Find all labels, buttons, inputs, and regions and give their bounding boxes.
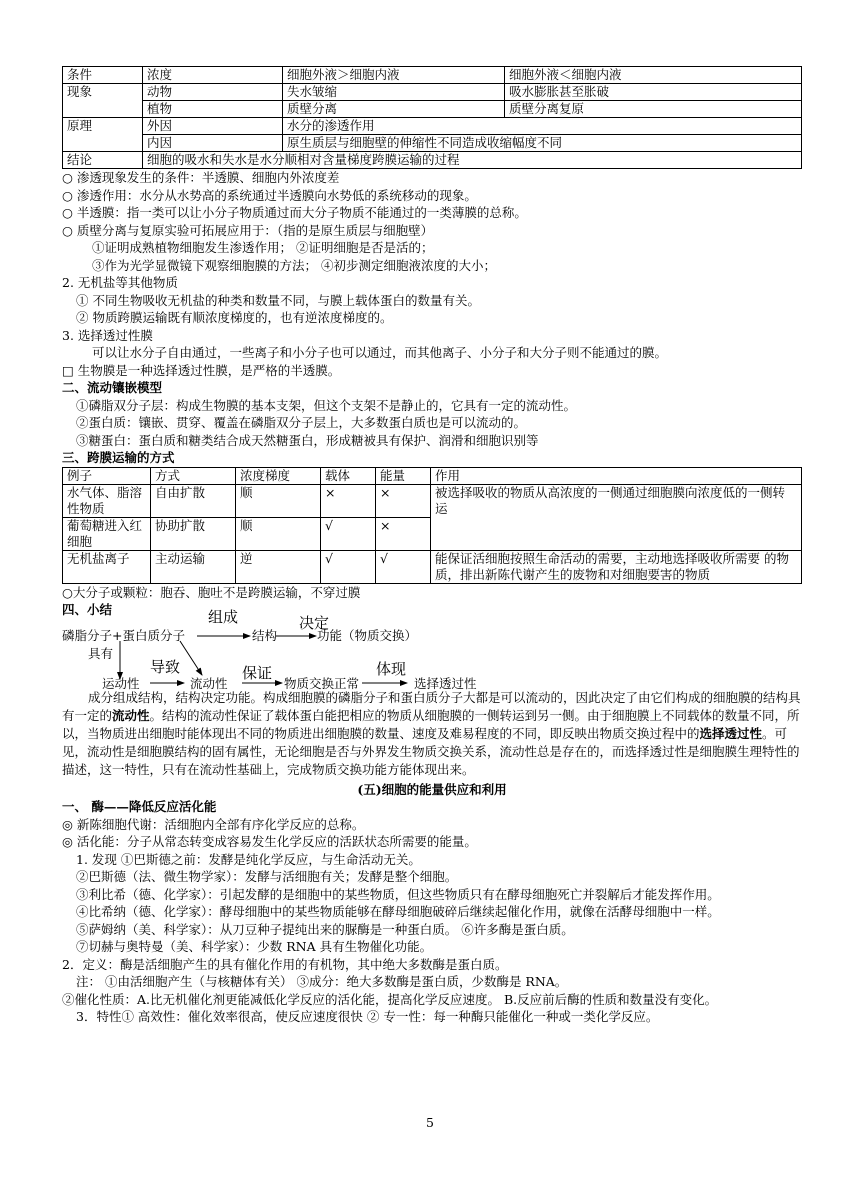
text-line: ①磷脂双分子层：构成生物膜的基本支架，但这个支架不是静止的，它具有一定的流动性。 (76, 397, 577, 413)
column-header: 载体 (321, 467, 376, 484)
table-cell: 动物 (143, 84, 283, 101)
column-header: 方式 (151, 467, 236, 484)
diagram-label: 体现 (376, 659, 407, 678)
table-cell: 细胞外液＜细胞内液 (505, 67, 802, 84)
table-row (63, 550, 802, 583)
summary-text: 成分组成结构，结构决定功能。构成细胞膜的磷脂分子和蛋白质分子大都是可以流动的，因此决定了由它们构成的细胞膜的结构具有一定的 (62, 689, 801, 723)
diagram-node: 选择透过性 (414, 675, 477, 691)
document-page (62, 66, 802, 1026)
table-cell: × (376, 484, 431, 517)
text-line: ○ 质壁分离与复原实验可拓展应用于：（指的是原生质层与细胞壁） (62, 222, 434, 238)
diagram-node: 流动性 (190, 675, 228, 691)
text-line: □ 生物膜是一种选择透过性膜，是严格的半透膜。 (62, 362, 341, 378)
text-line: 2．定义：酶是活细胞产生的具有催化作用的有机物，其中绝大多数酶是蛋白质。 (62, 956, 508, 972)
section-heading: 三、跨膜运输的方式 (62, 450, 175, 465)
table-cell: 协助扩散 (151, 517, 236, 550)
text-line: ②催化性质：A.比无机催化剂更能减低化学反应的活化能，提高化学反应速度。 B.反应前后酶的性质和数量没有变化。 (62, 991, 718, 1007)
text-line: 3．特性① 高效性：催化效率很高，使反应速度很快 ② 专一性：每一种酶只能催化一种或一类化学反应。 (76, 1009, 659, 1024)
text-line: ②蛋白质：镶嵌、贯穿、覆盖在磷脂双分子层上，大多数蛋白质也是可以流动的。 (76, 415, 527, 430)
table-cell: 条件 (63, 67, 143, 84)
text-line: ◎ 新陈细胞代谢：活细胞内全部有序化学反应的总称。 (62, 816, 365, 832)
text-line: ③糖蛋白：蛋白质和糖类结合成天然糖蛋白，形成糖被具有保护、润滑和细胞识别等 (76, 432, 539, 448)
table-cell: √ (321, 517, 376, 550)
table-row (63, 67, 802, 84)
diagram-node: 结构 (252, 627, 278, 643)
table-cell: 现象 (63, 84, 143, 118)
table-cell: 被选择吸收的物质从高浓度的一侧通过细胞膜向浓度低的一侧转运 (431, 484, 802, 550)
diagram-node: 物质交换正常 (284, 675, 360, 691)
table-cell: 质壁分离复原 (505, 101, 802, 118)
text-line: ③作为光学显微镜下观察细胞膜的方法； ④初步测定细胞液浓度的大小； (92, 257, 496, 273)
table-cell: 吸水膨胀甚至胀破 (505, 84, 802, 101)
table-cell: 水气体、脂溶性物质 (63, 484, 151, 517)
text-line: ◎ 活化能：分子从常态转变成容易发生化学反应的活跃状态所需要的能量。 (62, 834, 477, 849)
table-cell: 顺 (236, 484, 321, 517)
summary-text: 。可见，流动性是细胞膜结构的固有属性，无论细胞是否与外界发生物质交换关系，流动性总是存在的，而选择透过性是细胞膜生理特性的描述，这一特性，只有在流动性基础上，完成物质交换功能方能体现出来。 (62, 725, 800, 777)
table-cell: 浓度 (143, 67, 283, 84)
text-line: ○ 渗透作用：水分从水势高的系统通过半透膜向水势低的系统移动的现象。 (62, 187, 477, 203)
table-header-row (63, 467, 802, 484)
text-line: 1. 发现 ①巴斯德之前：发酵是纯化学反应，与生命活动无关。 (76, 851, 421, 867)
table-cell: 细胞外液＞细胞内液 (283, 67, 505, 84)
table-cell: 水分的渗透作用 (283, 118, 802, 135)
table-cell: 细胞的吸水和失水是水分顺相对含量梯度跨膜运输的过程 (143, 152, 802, 169)
diagram-node: 功能（物质交换） (317, 627, 418, 643)
transport-table (62, 467, 802, 584)
table-row (63, 101, 802, 118)
table-row (63, 135, 802, 152)
text-line: ⑤萨姆纳（美、科学家）：从刀豆种子提纯出来的脲酶是一种蛋白质。 ⑥许多酶是蛋白质。 (76, 921, 574, 937)
text-line: ① 不同生物吸收无机盐的种类和数量不同，与膜上载体蛋白的数量有关。 (76, 292, 480, 308)
diagram-label: 决定 (299, 613, 330, 632)
summary-paragraph (62, 689, 802, 779)
table-row (63, 84, 802, 101)
table-cell: × (321, 484, 376, 517)
table-row (63, 484, 802, 517)
text-line: ○ 半透膜：指一类可以让小分子物质通过而大分子物质不能通过的一类薄膜的总称。 (62, 205, 527, 220)
table-cell: 主动运输 (151, 550, 236, 583)
text-line: ①证明成熟植物细胞发生渗透作用； ②证明细胞是否是活的； (92, 240, 434, 255)
table-cell: √ (321, 550, 376, 583)
table-cell: × (376, 517, 431, 550)
text-line: 注： ①由活细胞产生（与核糖体有关） ③成分：绝大多数酶是蛋白质，少数酶是 RNA。 (76, 974, 568, 989)
table-cell: 植物 (143, 101, 283, 118)
table-cell: 逆 (236, 550, 321, 583)
table-cell: 能保证活细胞按照生命活动的需要，主动地选择吸收所需要 的物质，排出新陈代谢产生的废物和对细胞要害的物质 (431, 550, 802, 583)
text-line: ③利比希（德、化学家）：引起发酵的是细胞中的某些物质，但这些物质只有在酵母细胞死亡并裂解后才能发挥作用。 (76, 886, 720, 902)
summary-text: 。结构的流动性保证了载体蛋白能把相应的物质从细胞膜的一侧转运到另一侧。由于细胞膜上不同载体的数量不同，所以，当物质进出细胞时能体现出不同的物质进出细胞膜的数量、速度及难易程度的不同，即反映出物质交换过程中的 (62, 707, 800, 741)
text-line: ○大分子或颗粒：胞吞、胞吐不是跨膜运输，不穿过膜 (62, 584, 361, 600)
column-header: 例子 (63, 467, 151, 484)
text-line: ④比希纳（德、化学家）：酵母细胞中的某些物质能够在酵母细胞破碎后继续起催化作用，就像在活酵母细胞中一样。 (76, 904, 720, 919)
diagram-label: 导致 (150, 657, 181, 676)
text-line: ⑦切赫与奥特曼（美、科学家）：少数 RNA 具有生物催化功能。 (76, 939, 433, 954)
column-header: 浓度梯度 (236, 467, 321, 484)
table-cell: 原生质层与细胞壁的伸缩性不同造成收缩幅度不同 (283, 135, 802, 152)
section-heading: 二、流动镶嵌模型 (62, 380, 163, 395)
table-cell: √ (376, 550, 431, 583)
column-header: 能量 (376, 467, 431, 484)
text-line: 2. 无机盐等其他物质 (62, 275, 178, 290)
diagram-label: 组成 (208, 607, 239, 626)
section-heading: 四、小结 (62, 602, 113, 617)
column-header: 作用 (431, 467, 802, 484)
table-row (63, 152, 802, 169)
text-line: 可以让水分子自由通过，一些离子和小分子也可以通过，而其他离子、小分子和大分子则不能通过的膜。 (92, 345, 668, 360)
table-cell: 失水皱缩 (283, 84, 505, 101)
key-term: 流动性 (112, 707, 150, 723)
text-line: ② 物质跨膜运输既有顺浓度梯度的，也有逆浓度梯度的。 (76, 310, 393, 325)
table-row (63, 118, 802, 135)
table-cell: 葡萄糖进入红细胞 (63, 517, 151, 550)
table-cell: 顺 (236, 517, 321, 550)
diagram-node: 运动性 (102, 675, 140, 691)
chapter-title: (五)细胞的能量供应和利用 (357, 781, 507, 797)
text-line: 3. 选择透过性膜 (62, 327, 153, 343)
table-cell: 内因 (143, 135, 283, 152)
arrow (180, 641, 202, 675)
diagram-label: 具有 (88, 645, 114, 661)
table-cell: 质壁分离 (283, 101, 505, 118)
table-cell: 结论 (63, 152, 143, 169)
table-cell: 无机盐离子 (63, 550, 151, 583)
table-cell: 自由扩散 (151, 484, 236, 517)
text-line: ○ 渗透现象发生的条件：半透膜、细胞内外浓度差 (62, 170, 340, 185)
section-heading: 一、 酶——降低反应活化能 (62, 799, 217, 814)
table-cell: 外因 (143, 118, 283, 135)
diagram-node: 磷脂分子+蛋白质分子 (62, 627, 185, 643)
text-line: ②巴斯德（法、微生物学家）：发酵与活细胞有关；发酵是整个细胞。 (76, 869, 458, 884)
osmosis-table (62, 66, 802, 169)
key-term: 选择透过性 (699, 725, 763, 741)
diagram-label: 保证 (242, 663, 273, 682)
page-number: 5 (426, 1115, 434, 1130)
table-cell: 原理 (63, 118, 143, 152)
